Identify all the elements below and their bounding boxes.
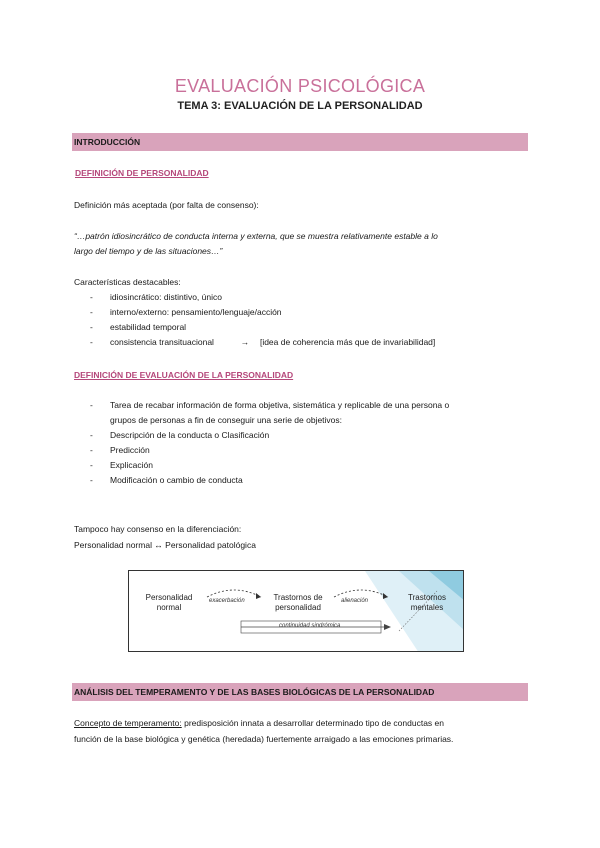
consensus-line-1: Tampoco hay consenso en la diferenciación: bbox=[74, 524, 242, 534]
consistency-note: [idea de coherencia más que de invariabilidad] bbox=[259, 337, 436, 347]
arrowhead bbox=[384, 624, 391, 630]
list-item: - Descripción de la conducta o Clasificación bbox=[90, 428, 520, 443]
concept-paragraph bbox=[74, 716, 534, 731]
features-title: Características destacables: bbox=[74, 277, 181, 287]
label-trastornos-mentales: Trastornos mentales bbox=[408, 593, 446, 612]
list-item-text: consistencia transituacional bbox=[110, 337, 214, 347]
definicion-evaluacion-heading: DEFINICIÓN DE EVALUACIÓN DE LA PERSONALIDAD bbox=[74, 370, 294, 380]
definicion-personalidad-heading: DEFINICIÓN DE PERSONALIDAD bbox=[75, 168, 209, 178]
label-exacerbacion: exacerbación bbox=[209, 598, 245, 604]
evaluation-list bbox=[90, 398, 520, 488]
concept-label: Concepto de temperamento: bbox=[74, 718, 182, 728]
label-alienacion: alienación bbox=[341, 598, 369, 604]
list-item: - estabilidad temporal bbox=[90, 320, 510, 335]
section-heading-introduccion: INTRODUCCIÓN bbox=[72, 133, 528, 151]
arc-arrow-1 bbox=[207, 590, 261, 597]
list-item: - idiosincrático: distintivo, único bbox=[90, 290, 510, 305]
list-item-text: Tarea de recabar información de forma objetiva, sistemática y replicable de una persona o bbox=[110, 400, 450, 410]
definition-intro: Definición más aceptada (por falta de consenso): bbox=[74, 200, 259, 210]
arrowhead bbox=[256, 593, 261, 599]
document-subtitle: TEMA 3: EVALUACIÓN DE LA PERSONALIDAD bbox=[177, 100, 423, 112]
list-item bbox=[90, 335, 510, 350]
list-item: - Modificación o cambio de conducta bbox=[90, 473, 520, 488]
label-trastornos-personalidad: Trastornos de personalidad bbox=[273, 593, 323, 612]
section-heading-temperamento: ANÁLISIS DEL TEMPERAMENTO Y DE LAS BASES BIOLÓGICAS DE LA PERSONALIDAD bbox=[72, 683, 528, 701]
quote-line-2: largo del tiempo y de las situaciones…” bbox=[74, 246, 223, 256]
concept-line-2: función de la base biológica y genética (heredada) fuertemente arraigado a las emociones primarias. bbox=[74, 734, 454, 744]
arrow-right-icon: → bbox=[240, 337, 250, 347]
label-personalidad-normal: Personalidad normal bbox=[145, 593, 193, 612]
quote-line-1: “…patrón idiosincrático de conducta interna y externa, que se muestra relativamente estable a lo bbox=[74, 231, 438, 241]
personality-continuum-figure bbox=[128, 570, 464, 652]
concept-text: predisposición innata a desarrollar determinado tipo de conductas en bbox=[181, 718, 444, 728]
list-item: - interno/externo: pensamiento/lenguaje/acción bbox=[90, 305, 510, 320]
list-item-text-cont: grupos de personas a fin de conseguir una serie de objetivos: bbox=[110, 415, 343, 425]
document-title: EVALUACIÓN PSICOLÓGICA bbox=[174, 76, 426, 96]
label-continuidad: continuidad sindrómica bbox=[279, 623, 341, 629]
features-list bbox=[90, 290, 510, 350]
list-item: - Predicción bbox=[90, 443, 520, 458]
list-item: - Explicación bbox=[90, 458, 520, 473]
consensus-line-2: Personalidad normal ↔ Personalidad patológica bbox=[74, 540, 256, 550]
list-item bbox=[90, 398, 520, 428]
